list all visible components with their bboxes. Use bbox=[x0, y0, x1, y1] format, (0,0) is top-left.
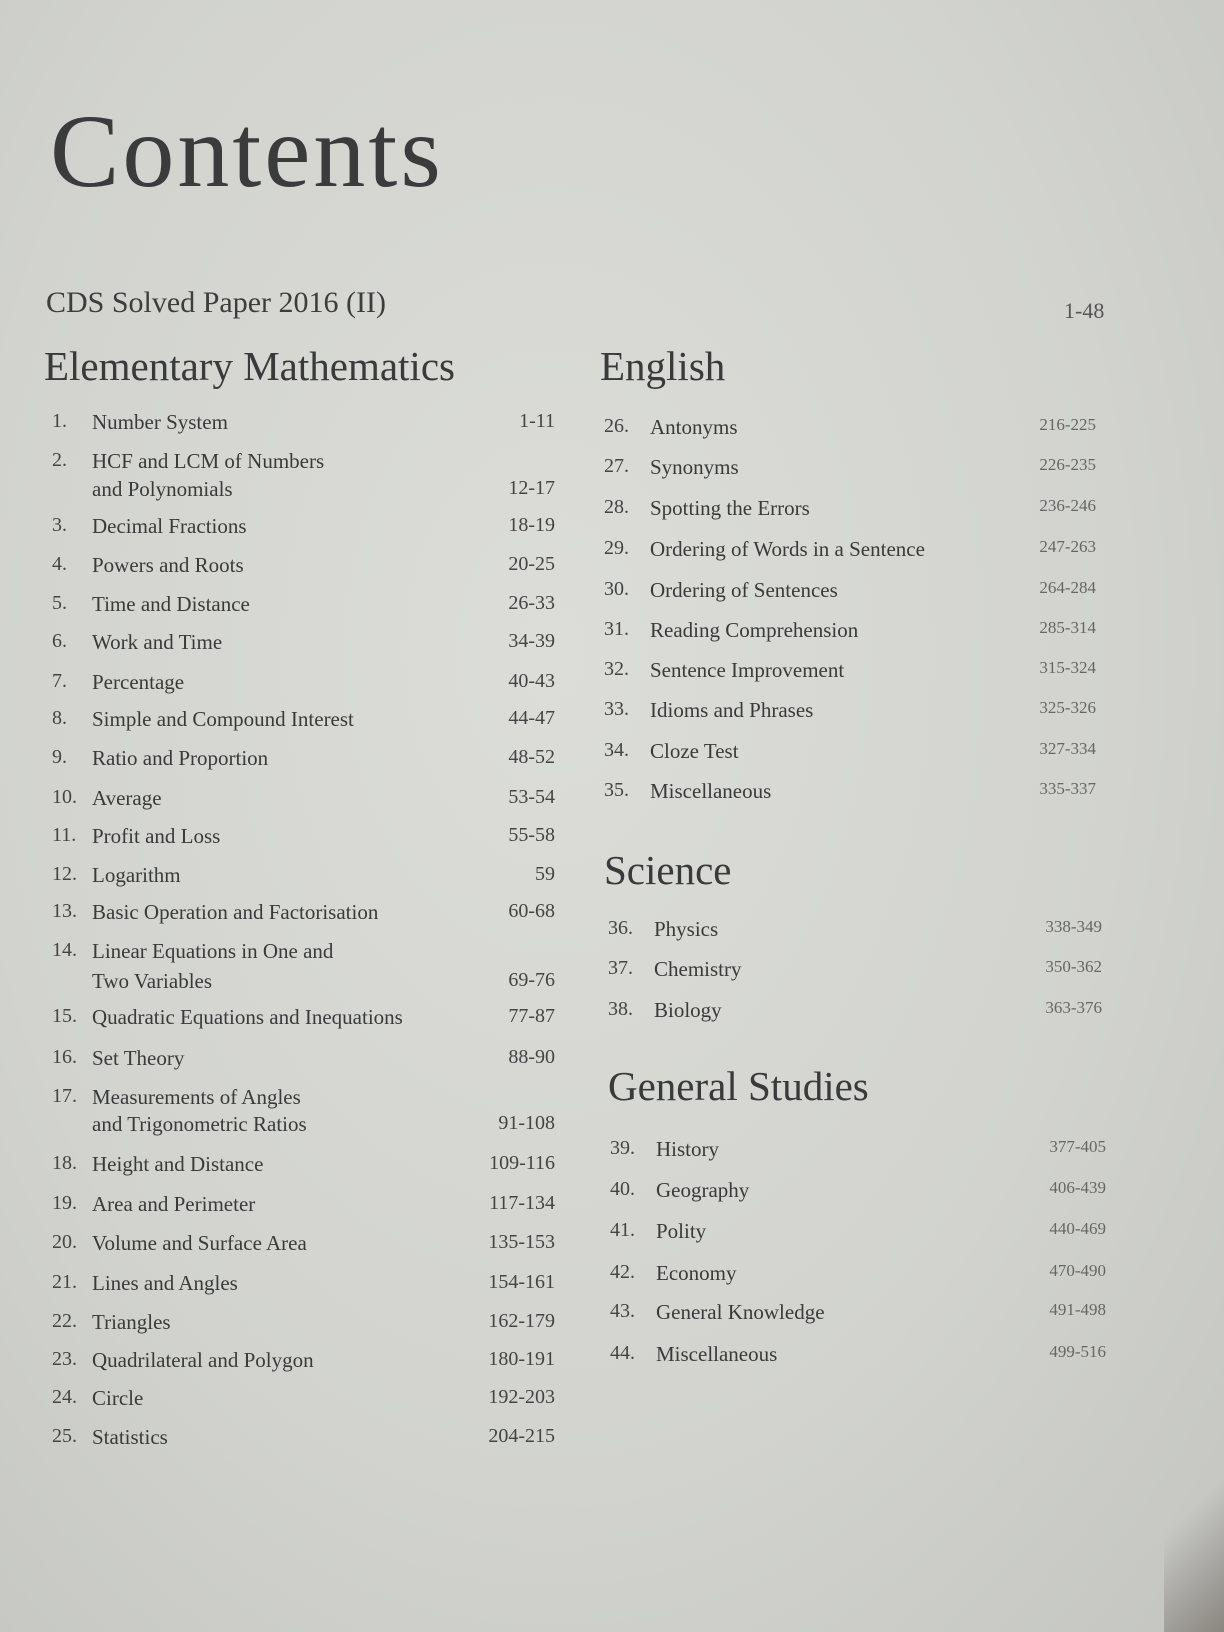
toc-item-pages: 69-76 bbox=[508, 969, 555, 991]
toc-item-title[interactable]: Height and Distance bbox=[92, 1152, 264, 1176]
toc-item-title[interactable]: Triangles bbox=[92, 1310, 171, 1334]
toc-item-pages: 247-263 bbox=[1039, 537, 1096, 556]
toc-item-pages: 53-54 bbox=[508, 786, 555, 808]
toc-item-pages: 135-153 bbox=[488, 1231, 555, 1253]
toc-item-pages: 325-326 bbox=[1039, 698, 1096, 717]
toc-item-pages: 1-11 bbox=[519, 410, 555, 432]
toc-item-number: 42. bbox=[610, 1261, 635, 1283]
toc-item-title[interactable]: Ratio and Proportion bbox=[92, 746, 269, 770]
toc-item-number: 6. bbox=[52, 630, 67, 652]
solved-paper-label: CDS Solved Paper 2016 (II) bbox=[46, 286, 386, 319]
toc-item-title[interactable]: Quadrilateral and Polygon bbox=[92, 1348, 314, 1372]
solved-paper-pages: 1-48 bbox=[1064, 298, 1105, 323]
toc-item-number: 30. bbox=[604, 578, 629, 600]
toc-item-number: 3. bbox=[52, 514, 67, 536]
toc-item-title[interactable]: Profit and Loss bbox=[92, 824, 221, 848]
toc-item-number: 5. bbox=[52, 592, 67, 614]
toc-item-title[interactable]: Circle bbox=[92, 1386, 144, 1410]
toc-item-number: 38. bbox=[608, 998, 633, 1020]
toc-item-pages: 180-191 bbox=[488, 1348, 555, 1370]
toc-item-title[interactable]: Work and Time bbox=[92, 630, 223, 654]
toc-item-pages: 154-161 bbox=[488, 1271, 555, 1293]
section-heading: Science bbox=[604, 847, 732, 893]
toc-item-pages: 77-87 bbox=[508, 1005, 555, 1027]
toc-item-title[interactable]: Basic Operation and Factorisation bbox=[92, 900, 379, 924]
toc-item-pages: 226-235 bbox=[1039, 455, 1096, 474]
toc-item-pages: 406-439 bbox=[1049, 1178, 1106, 1197]
toc-item-title[interactable]: Economy bbox=[656, 1261, 737, 1285]
toc-item-pages: 88-90 bbox=[508, 1046, 555, 1068]
toc-item-pages: 204-215 bbox=[488, 1425, 555, 1447]
toc-item-number: 27. bbox=[604, 455, 629, 477]
toc-item-number: 34. bbox=[604, 739, 629, 761]
toc-item-number: 20. bbox=[52, 1231, 77, 1253]
toc-item-pages: 55-58 bbox=[508, 824, 555, 846]
toc-item-pages: 216-225 bbox=[1039, 415, 1096, 434]
toc-item-number: 1. bbox=[52, 410, 67, 432]
toc-item-pages: 20-25 bbox=[508, 553, 555, 575]
toc-item-pages: 34-39 bbox=[508, 630, 555, 652]
toc-item-title[interactable]: Physics bbox=[654, 917, 719, 941]
toc-item-number: 33. bbox=[604, 698, 629, 720]
toc-item-pages: 117-134 bbox=[489, 1192, 555, 1214]
toc-item-title[interactable]: Miscellaneous bbox=[656, 1342, 778, 1366]
toc-item-title[interactable]: Sentence Improvement bbox=[650, 658, 845, 682]
toc-item-number: 32. bbox=[604, 658, 629, 680]
toc-item-title-continued: and Polynomials bbox=[92, 477, 233, 501]
toc-item-pages: 91-108 bbox=[498, 1112, 555, 1134]
toc-item-title[interactable]: Area and Perimeter bbox=[92, 1192, 256, 1216]
page-title: Contents bbox=[50, 94, 444, 209]
toc-item-pages: 377-405 bbox=[1049, 1137, 1106, 1156]
toc-item-number: 44. bbox=[610, 1342, 635, 1364]
toc-item-number: 26. bbox=[604, 415, 629, 437]
section-heading: Elementary Mathematics bbox=[44, 343, 455, 389]
toc-item-number: 9. bbox=[52, 746, 67, 768]
toc-item-number: 21. bbox=[52, 1271, 77, 1293]
toc-item-number: 19. bbox=[52, 1192, 77, 1214]
toc-item-pages: 285-314 bbox=[1039, 618, 1096, 637]
toc-item-pages: 315-324 bbox=[1039, 658, 1096, 677]
toc-item-number: 43. bbox=[610, 1300, 635, 1322]
toc-item-number: 36. bbox=[608, 917, 633, 939]
toc-item-number: 37. bbox=[608, 957, 633, 979]
toc-item-number: 11. bbox=[52, 824, 77, 846]
toc-item-number: 7. bbox=[52, 670, 67, 692]
toc-item-pages: 470-490 bbox=[1049, 1261, 1106, 1280]
toc-item-title[interactable]: Polity bbox=[656, 1219, 707, 1243]
section-heading: English bbox=[600, 343, 726, 389]
toc-item-title-continued: and Trigonometric Ratios bbox=[92, 1112, 307, 1136]
toc-item-number: 29. bbox=[604, 537, 629, 559]
toc-item-pages: 192-203 bbox=[488, 1386, 555, 1408]
toc-item-title[interactable]: Chemistry bbox=[654, 957, 742, 981]
toc-item-title[interactable]: Powers and Roots bbox=[92, 553, 244, 577]
toc-item-pages: 350-362 bbox=[1045, 957, 1102, 976]
toc-item-pages: 327-334 bbox=[1039, 739, 1096, 758]
toc-item-title[interactable]: Statistics bbox=[92, 1425, 168, 1449]
toc-item-title[interactable]: History bbox=[656, 1137, 719, 1161]
toc-item-title[interactable]: Antonyms bbox=[650, 415, 738, 439]
section-heading: General Studies bbox=[608, 1063, 869, 1109]
toc-item-number: 18. bbox=[52, 1152, 77, 1174]
toc-item-number: 17. bbox=[52, 1085, 77, 1107]
toc-item-number: 2. bbox=[52, 449, 67, 471]
toc-item-pages: 44-47 bbox=[508, 707, 555, 729]
toc-item-title[interactable]: Geography bbox=[656, 1178, 750, 1202]
toc-item-number: 8. bbox=[52, 707, 67, 729]
toc-item-title[interactable]: Linear Equations in One and bbox=[92, 939, 334, 963]
toc-item-pages: 48-52 bbox=[508, 746, 555, 768]
toc-item-pages: 335-337 bbox=[1039, 779, 1096, 798]
toc-item-title[interactable]: HCF and LCM of Numbers bbox=[92, 449, 325, 473]
toc-item-title[interactable]: Reading Comprehension bbox=[650, 618, 859, 642]
toc-item-title[interactable]: Set Theory bbox=[92, 1046, 185, 1070]
toc-item-number: 16. bbox=[52, 1046, 77, 1068]
toc-item-number: 25. bbox=[52, 1425, 77, 1447]
toc-item-title[interactable]: Spotting the Errors bbox=[650, 496, 810, 520]
toc-item-title[interactable]: General Knowledge bbox=[656, 1300, 825, 1324]
toc-item-number: 13. bbox=[52, 900, 77, 922]
toc-item-title[interactable]: Miscellaneous bbox=[650, 779, 772, 803]
toc-item-pages: 236-246 bbox=[1039, 496, 1096, 515]
toc-item-number: 35. bbox=[604, 779, 629, 801]
toc-item-pages: 59 bbox=[535, 863, 555, 885]
toc-item-number: 39. bbox=[610, 1137, 635, 1159]
toc-item-pages: 162-179 bbox=[488, 1310, 555, 1332]
toc-item-title[interactable]: Volume and Surface Area bbox=[92, 1231, 307, 1255]
toc-item-title[interactable]: Idioms and Phrases bbox=[650, 698, 814, 722]
toc-item-pages: 363-376 bbox=[1045, 998, 1102, 1017]
toc-item-number: 4. bbox=[52, 553, 67, 575]
toc-item-number: 12. bbox=[52, 863, 77, 885]
toc-item-title[interactable]: Measurements of Angles bbox=[92, 1085, 301, 1109]
toc-item-title[interactable]: Time and Distance bbox=[92, 592, 250, 616]
toc-item-number: 15. bbox=[52, 1005, 77, 1027]
toc-item-title-continued: Two Variables bbox=[92, 969, 213, 993]
toc-item-pages: 12-17 bbox=[508, 477, 555, 499]
toc-item-title[interactable]: Simple and Compound Interest bbox=[92, 707, 354, 731]
toc-item-number: 14. bbox=[52, 939, 77, 961]
toc-item-pages: 26-33 bbox=[508, 592, 555, 614]
page-shadow bbox=[1164, 1432, 1224, 1632]
toc-item-number: 31. bbox=[604, 618, 629, 640]
toc-item-pages: 338-349 bbox=[1045, 917, 1102, 936]
toc-item-pages: 491-498 bbox=[1049, 1300, 1106, 1319]
toc-item-pages: 264-284 bbox=[1039, 578, 1096, 597]
toc-item-number: 40. bbox=[610, 1178, 635, 1200]
toc-item-number: 24. bbox=[52, 1386, 77, 1408]
toc-item-title[interactable]: Quadratic Equations and Inequations bbox=[92, 1005, 403, 1029]
toc-item-pages: 60-68 bbox=[508, 900, 555, 922]
toc-item-title[interactable]: Lines and Angles bbox=[92, 1271, 238, 1295]
toc-item-title[interactable]: Number System bbox=[92, 410, 228, 434]
toc-item-title[interactable]: Logarithm bbox=[92, 863, 181, 887]
toc-item-number: 22. bbox=[52, 1310, 77, 1332]
toc-item-number: 23. bbox=[52, 1348, 77, 1370]
toc-item-number: 10. bbox=[52, 786, 77, 808]
toc-item-number: 28. bbox=[604, 496, 629, 518]
toc-item-pages: 440-469 bbox=[1049, 1219, 1106, 1238]
toc-item-pages: 40-43 bbox=[508, 670, 555, 692]
toc-item-title[interactable]: Decimal Fractions bbox=[92, 514, 247, 538]
toc-item-pages: 18-19 bbox=[508, 514, 555, 536]
toc-item-number: 41. bbox=[610, 1219, 635, 1241]
toc-item-title[interactable]: Cloze Test bbox=[650, 739, 739, 763]
toc-item-title[interactable]: Ordering of Words in a Sentence bbox=[650, 537, 925, 561]
toc-item-pages: 499-516 bbox=[1049, 1342, 1106, 1361]
toc-item-title[interactable]: Synonyms bbox=[650, 455, 739, 479]
toc-item-pages: 109-116 bbox=[489, 1152, 555, 1174]
toc-item-title[interactable]: Ordering of Sentences bbox=[650, 578, 838, 602]
toc-item-title[interactable]: Percentage bbox=[92, 670, 185, 694]
toc-item-title[interactable]: Biology bbox=[654, 998, 722, 1022]
toc-item-title[interactable]: Average bbox=[92, 786, 162, 810]
